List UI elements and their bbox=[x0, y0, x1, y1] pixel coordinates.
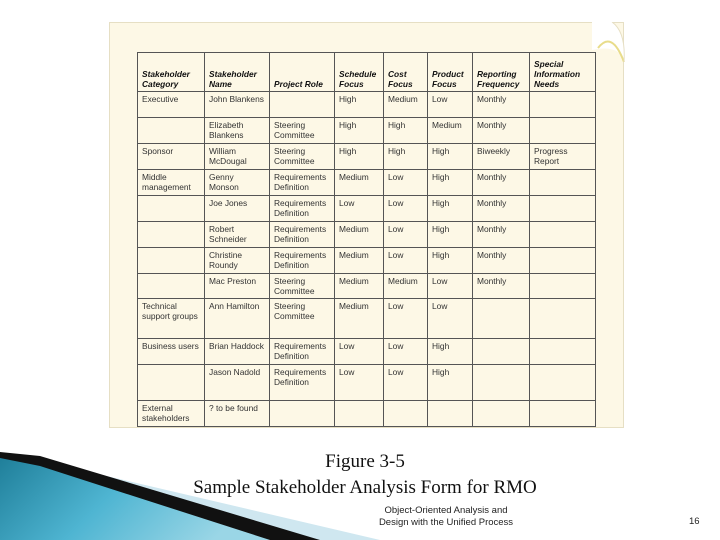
table-cell: High bbox=[428, 170, 473, 196]
table-cell: High bbox=[384, 144, 428, 170]
table-cell: Medium bbox=[384, 274, 428, 299]
table-cell: Joe Jones bbox=[205, 196, 270, 222]
table-cell bbox=[530, 401, 596, 427]
table-cell: Medium bbox=[335, 274, 384, 299]
table-cell: Business users bbox=[138, 339, 205, 365]
table-cell bbox=[530, 248, 596, 274]
table-cell: Low bbox=[384, 196, 428, 222]
table-cell: Progress Report bbox=[530, 144, 596, 170]
footer-line-2: Design with the Unified Process bbox=[378, 517, 514, 528]
table-cell: Mac Preston bbox=[205, 274, 270, 299]
table-cell: Monthly bbox=[473, 274, 530, 299]
table-cell bbox=[473, 365, 530, 401]
figure-number: Figure 3-5 bbox=[325, 451, 405, 472]
page-curl-icon bbox=[592, 22, 626, 62]
table-cell bbox=[138, 274, 205, 299]
table-row bbox=[138, 401, 596, 427]
table-row bbox=[138, 248, 596, 274]
table-cell: High bbox=[384, 118, 428, 144]
table-cell bbox=[530, 299, 596, 339]
table-cell: Low bbox=[428, 92, 473, 118]
table-cell: Low bbox=[335, 196, 384, 222]
table-cell bbox=[138, 196, 205, 222]
column-header: Stakeholder Name bbox=[205, 53, 270, 92]
footer-line-1: Object-Oriented Analysis and bbox=[384, 505, 508, 516]
column-header: Reporting Frequency bbox=[473, 53, 530, 92]
table-cell bbox=[530, 92, 596, 118]
table-cell: Steering Committee bbox=[270, 299, 335, 339]
table-cell: Requirements Definition bbox=[270, 170, 335, 196]
table-cell: Requirements Definition bbox=[270, 248, 335, 274]
table-cell: Medium bbox=[335, 170, 384, 196]
table-cell: Medium bbox=[428, 118, 473, 144]
figure-caption: Sample Stakeholder Analysis Form for RMO bbox=[193, 477, 537, 498]
table-header-row bbox=[138, 53, 596, 92]
table-cell bbox=[530, 274, 596, 299]
table-cell: Medium bbox=[335, 222, 384, 248]
table-cell: High bbox=[335, 144, 384, 170]
table-row bbox=[138, 299, 596, 339]
table-cell: Biweekly bbox=[473, 144, 530, 170]
table-cell: Technical support groups bbox=[138, 299, 205, 339]
table-cell: Steering Committee bbox=[270, 118, 335, 144]
table-cell: Low bbox=[428, 299, 473, 339]
table-cell: Monthly bbox=[473, 170, 530, 196]
table-cell bbox=[428, 401, 473, 427]
table-cell: Monthly bbox=[473, 118, 530, 144]
table-cell: High bbox=[428, 365, 473, 401]
table-cell bbox=[473, 401, 530, 427]
table-row bbox=[138, 339, 596, 365]
column-header: Stakeholder Category bbox=[138, 53, 205, 92]
column-header: Project Role bbox=[270, 53, 335, 92]
table-row bbox=[138, 118, 596, 144]
table-row bbox=[138, 170, 596, 196]
table-cell: Jason Nadold bbox=[205, 365, 270, 401]
table-cell: Low bbox=[384, 170, 428, 196]
table-cell: Medium bbox=[384, 92, 428, 118]
table-cell: Low bbox=[384, 248, 428, 274]
table-cell: Low bbox=[335, 339, 384, 365]
table-cell: Low bbox=[384, 299, 428, 339]
table-cell: ? to be found bbox=[205, 401, 270, 427]
table-cell: Low bbox=[384, 365, 428, 401]
page-number: 16 bbox=[689, 516, 700, 527]
table-cell bbox=[270, 92, 335, 118]
table-cell: Monthly bbox=[473, 248, 530, 274]
table-cell: High bbox=[428, 339, 473, 365]
table-cell: Low bbox=[384, 339, 428, 365]
table-cell: Monthly bbox=[473, 196, 530, 222]
stakeholder-table bbox=[137, 52, 596, 427]
table-cell: Low bbox=[384, 222, 428, 248]
table-cell: Low bbox=[335, 365, 384, 401]
table-row bbox=[138, 222, 596, 248]
table-cell: High bbox=[428, 222, 473, 248]
table-cell: Executive bbox=[138, 92, 205, 118]
table-cell: Steering Committee bbox=[270, 144, 335, 170]
table-cell bbox=[138, 365, 205, 401]
table-cell bbox=[138, 248, 205, 274]
table-cell: Robert Schneider bbox=[205, 222, 270, 248]
table-cell: Genny Monson bbox=[205, 170, 270, 196]
table-cell: Medium bbox=[335, 248, 384, 274]
table-cell bbox=[335, 401, 384, 427]
table-cell: High bbox=[428, 248, 473, 274]
table-cell: High bbox=[428, 144, 473, 170]
table-cell bbox=[473, 339, 530, 365]
table-row bbox=[138, 92, 596, 118]
table-row bbox=[138, 274, 596, 299]
table-row bbox=[138, 365, 596, 401]
table-cell: Requirements Definition bbox=[270, 196, 335, 222]
column-header: Product Focus bbox=[428, 53, 473, 92]
table-row bbox=[138, 196, 596, 222]
table-cell: William McDougal bbox=[205, 144, 270, 170]
column-header: Cost Focus bbox=[384, 53, 428, 92]
table-cell: Steering Committee bbox=[270, 274, 335, 299]
table-cell: Middle management bbox=[138, 170, 205, 196]
table-cell: Sponsor bbox=[138, 144, 205, 170]
table-cell: Medium bbox=[335, 299, 384, 339]
table-cell bbox=[530, 118, 596, 144]
table-cell: High bbox=[335, 118, 384, 144]
table-cell: Brian Haddock bbox=[205, 339, 270, 365]
table-cell bbox=[530, 222, 596, 248]
table-cell: John Blankens bbox=[205, 92, 270, 118]
table-cell: Elizabeth Blankens bbox=[205, 118, 270, 144]
column-header: Schedule Focus bbox=[335, 53, 384, 92]
table-cell bbox=[530, 170, 596, 196]
table-cell bbox=[530, 365, 596, 401]
table-cell bbox=[530, 339, 596, 365]
column-header: Special Information Needs bbox=[530, 53, 596, 92]
table-cell: Low bbox=[428, 274, 473, 299]
table-cell bbox=[384, 401, 428, 427]
table-cell: Requirements Definition bbox=[270, 339, 335, 365]
footer-text bbox=[368, 505, 524, 529]
table-row bbox=[138, 144, 596, 170]
table-cell bbox=[530, 196, 596, 222]
table-cell: High bbox=[428, 196, 473, 222]
table-cell: External stakeholders bbox=[138, 401, 205, 427]
table-cell bbox=[138, 222, 205, 248]
table-cell bbox=[138, 118, 205, 144]
table-cell bbox=[473, 299, 530, 339]
table-cell: Monthly bbox=[473, 222, 530, 248]
table-cell: High bbox=[335, 92, 384, 118]
table-cell: Ann Hamilton bbox=[205, 299, 270, 339]
table-cell: Requirements Definition bbox=[270, 222, 335, 248]
table-cell bbox=[270, 401, 335, 427]
table-cell: Requirements Definition bbox=[270, 365, 335, 401]
table-cell: Christine Roundy bbox=[205, 248, 270, 274]
table-cell: Monthly bbox=[473, 92, 530, 118]
